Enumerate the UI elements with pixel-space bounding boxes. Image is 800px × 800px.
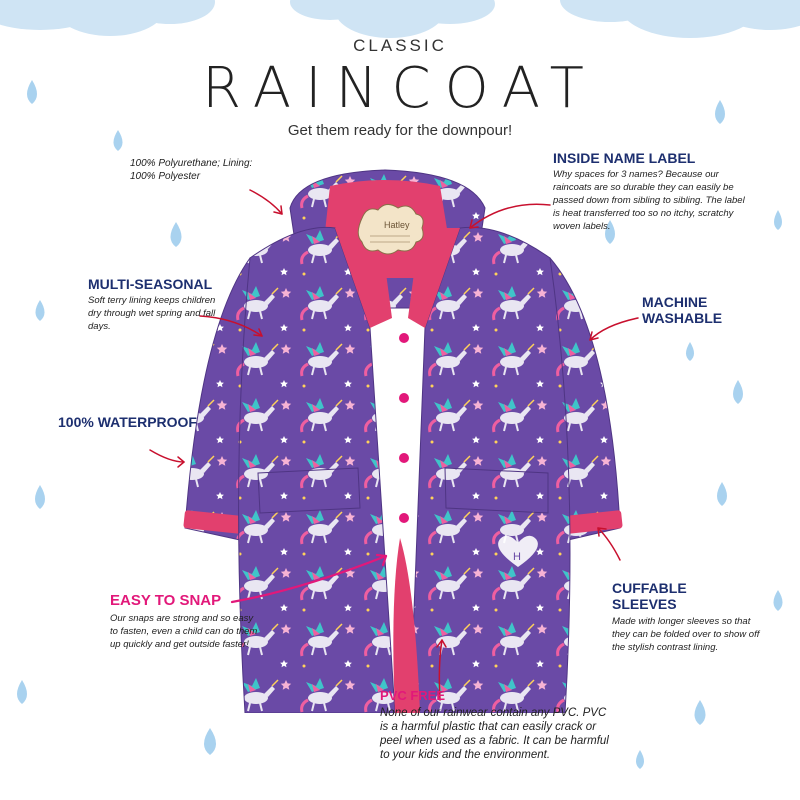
pvc-free-title: PVC FREE: [380, 688, 446, 703]
easy-to-snap-title: EASY TO SNAP: [110, 592, 222, 609]
svg-text:H: H: [513, 551, 521, 563]
fabric-callout: 100% Polyurethane; Lining: 100% Polyester: [130, 158, 253, 182]
cuffable-sleeves-title: CUFFABLE SLEEVES: [612, 580, 687, 612]
multi-seasonal-title: MULTI-SEASONAL: [88, 276, 213, 292]
svg-text:Hatley: Hatley: [384, 220, 410, 230]
header-classic: CLASSIC: [353, 36, 447, 55]
pvc-free-callout: [380, 688, 610, 762]
page-subtitle: Get them ready for the downpour!: [287, 122, 513, 139]
inside-name-label-callout: [553, 150, 753, 233]
waterproof-callout: 100% WATERPROOF: [58, 414, 197, 430]
machine-washable-callout: MACHINE WASHABLE: [642, 294, 723, 326]
page-title: RAINCOAT: [202, 56, 598, 121]
multi-seasonal-callout: [88, 276, 258, 333]
cuffable-sleeves-body: Made with longer sleeves so that they can be folded over to show off the stylish contrast lining.: [612, 616, 760, 653]
pvc-free-body: None of our rainwear contain any PVC. PVC is a harmful plastic that can easily crack or peel when used as a fabric. It can be harmful to your kids and the environment.: [380, 707, 609, 761]
inside-name-label-body: Why spaces for 3 names? Because our raincoats are so durable they can easily be passed down from sibling to sibling. The label is heat transferred too so no itchy, scratchy woven labels.: [553, 169, 745, 232]
multi-seasonal-body: Soft terry lining keeps children dry through wet spring and fall days.: [88, 295, 216, 332]
easy-to-snap-body: Our snaps are strong and so easy to fasten, even a child can do them up quickly and get outside faster!: [110, 613, 258, 650]
inside-name-label-title: INSIDE NAME LABEL: [553, 150, 696, 166]
cuffable-sleeves-callout: [612, 580, 762, 654]
easy-to-snap-callout: [110, 593, 260, 651]
